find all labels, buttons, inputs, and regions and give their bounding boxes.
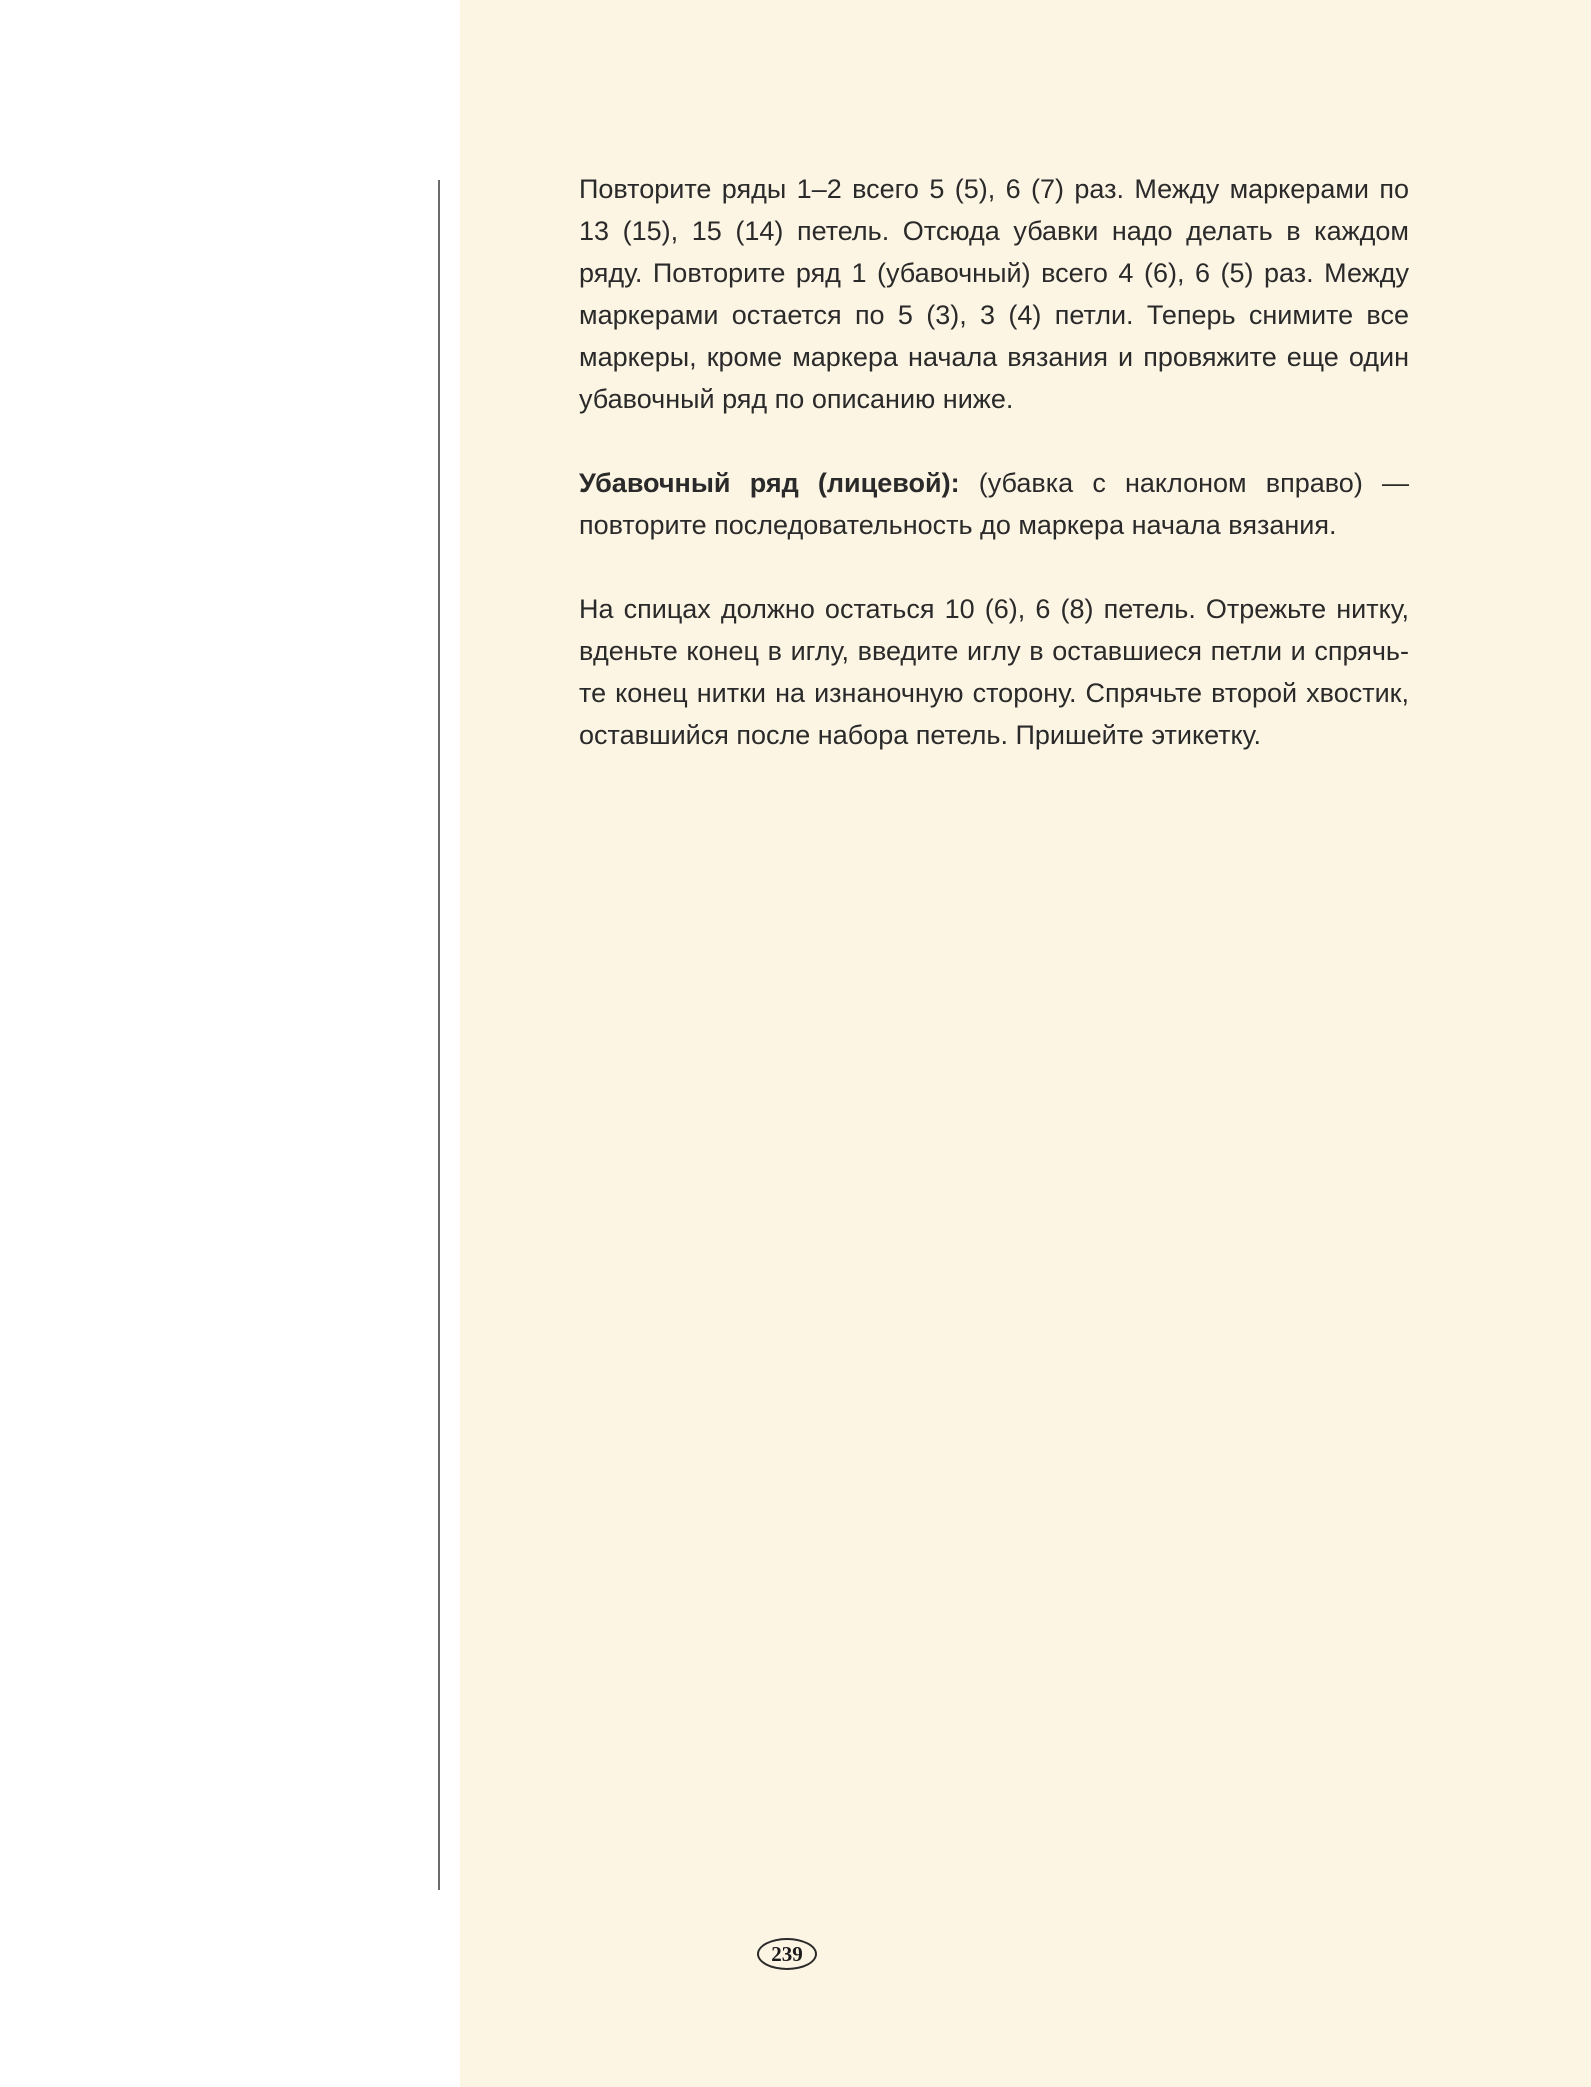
- left-margin: [0, 0, 460, 2087]
- paragraph-finishing: [579, 588, 1409, 756]
- paragraph-text: Повторите ряды 1–2 всего 5 (5), 6 (7) раз. Между маркерами по 13 (15), 15 (14) петель. Отсюда убавки надо делать в каждом ряду. Повторите ряд 1 (убавочный) всего 4 (6), 6 (5) раз. Между маркерами остается по 5 (3), 3 (4) петли. Теперь снимите все маркеры, кроме маркера начала вязания и провяжите еще один убавочный ряд по описанию ниже.: [579, 174, 1409, 414]
- paragraph-decreases: [579, 168, 1409, 420]
- paragraph-decrease-row: [579, 462, 1409, 546]
- body-text: [579, 168, 1409, 798]
- paragraph-text: На спицах должно остаться 10 (6), 6 (8) петель. Отрежьте нитку, вденьте конец в иглу, введите иглу в оставшиеся петли и спрячьте конец нитки на изнаночную сторону. Спрячьте второй хвостик, оставшийся после набора петель. Пришейте этикетку.: [579, 594, 1409, 750]
- page-number: 239: [757, 1938, 817, 1970]
- paragraph-lead: Убавочный ряд (лицевой):: [579, 468, 960, 498]
- paragraph-text: (убавка с наклоном вправо) — повторите последовательность до маркера начала вязания.: [579, 468, 1409, 540]
- vertical-rule: [438, 180, 440, 1890]
